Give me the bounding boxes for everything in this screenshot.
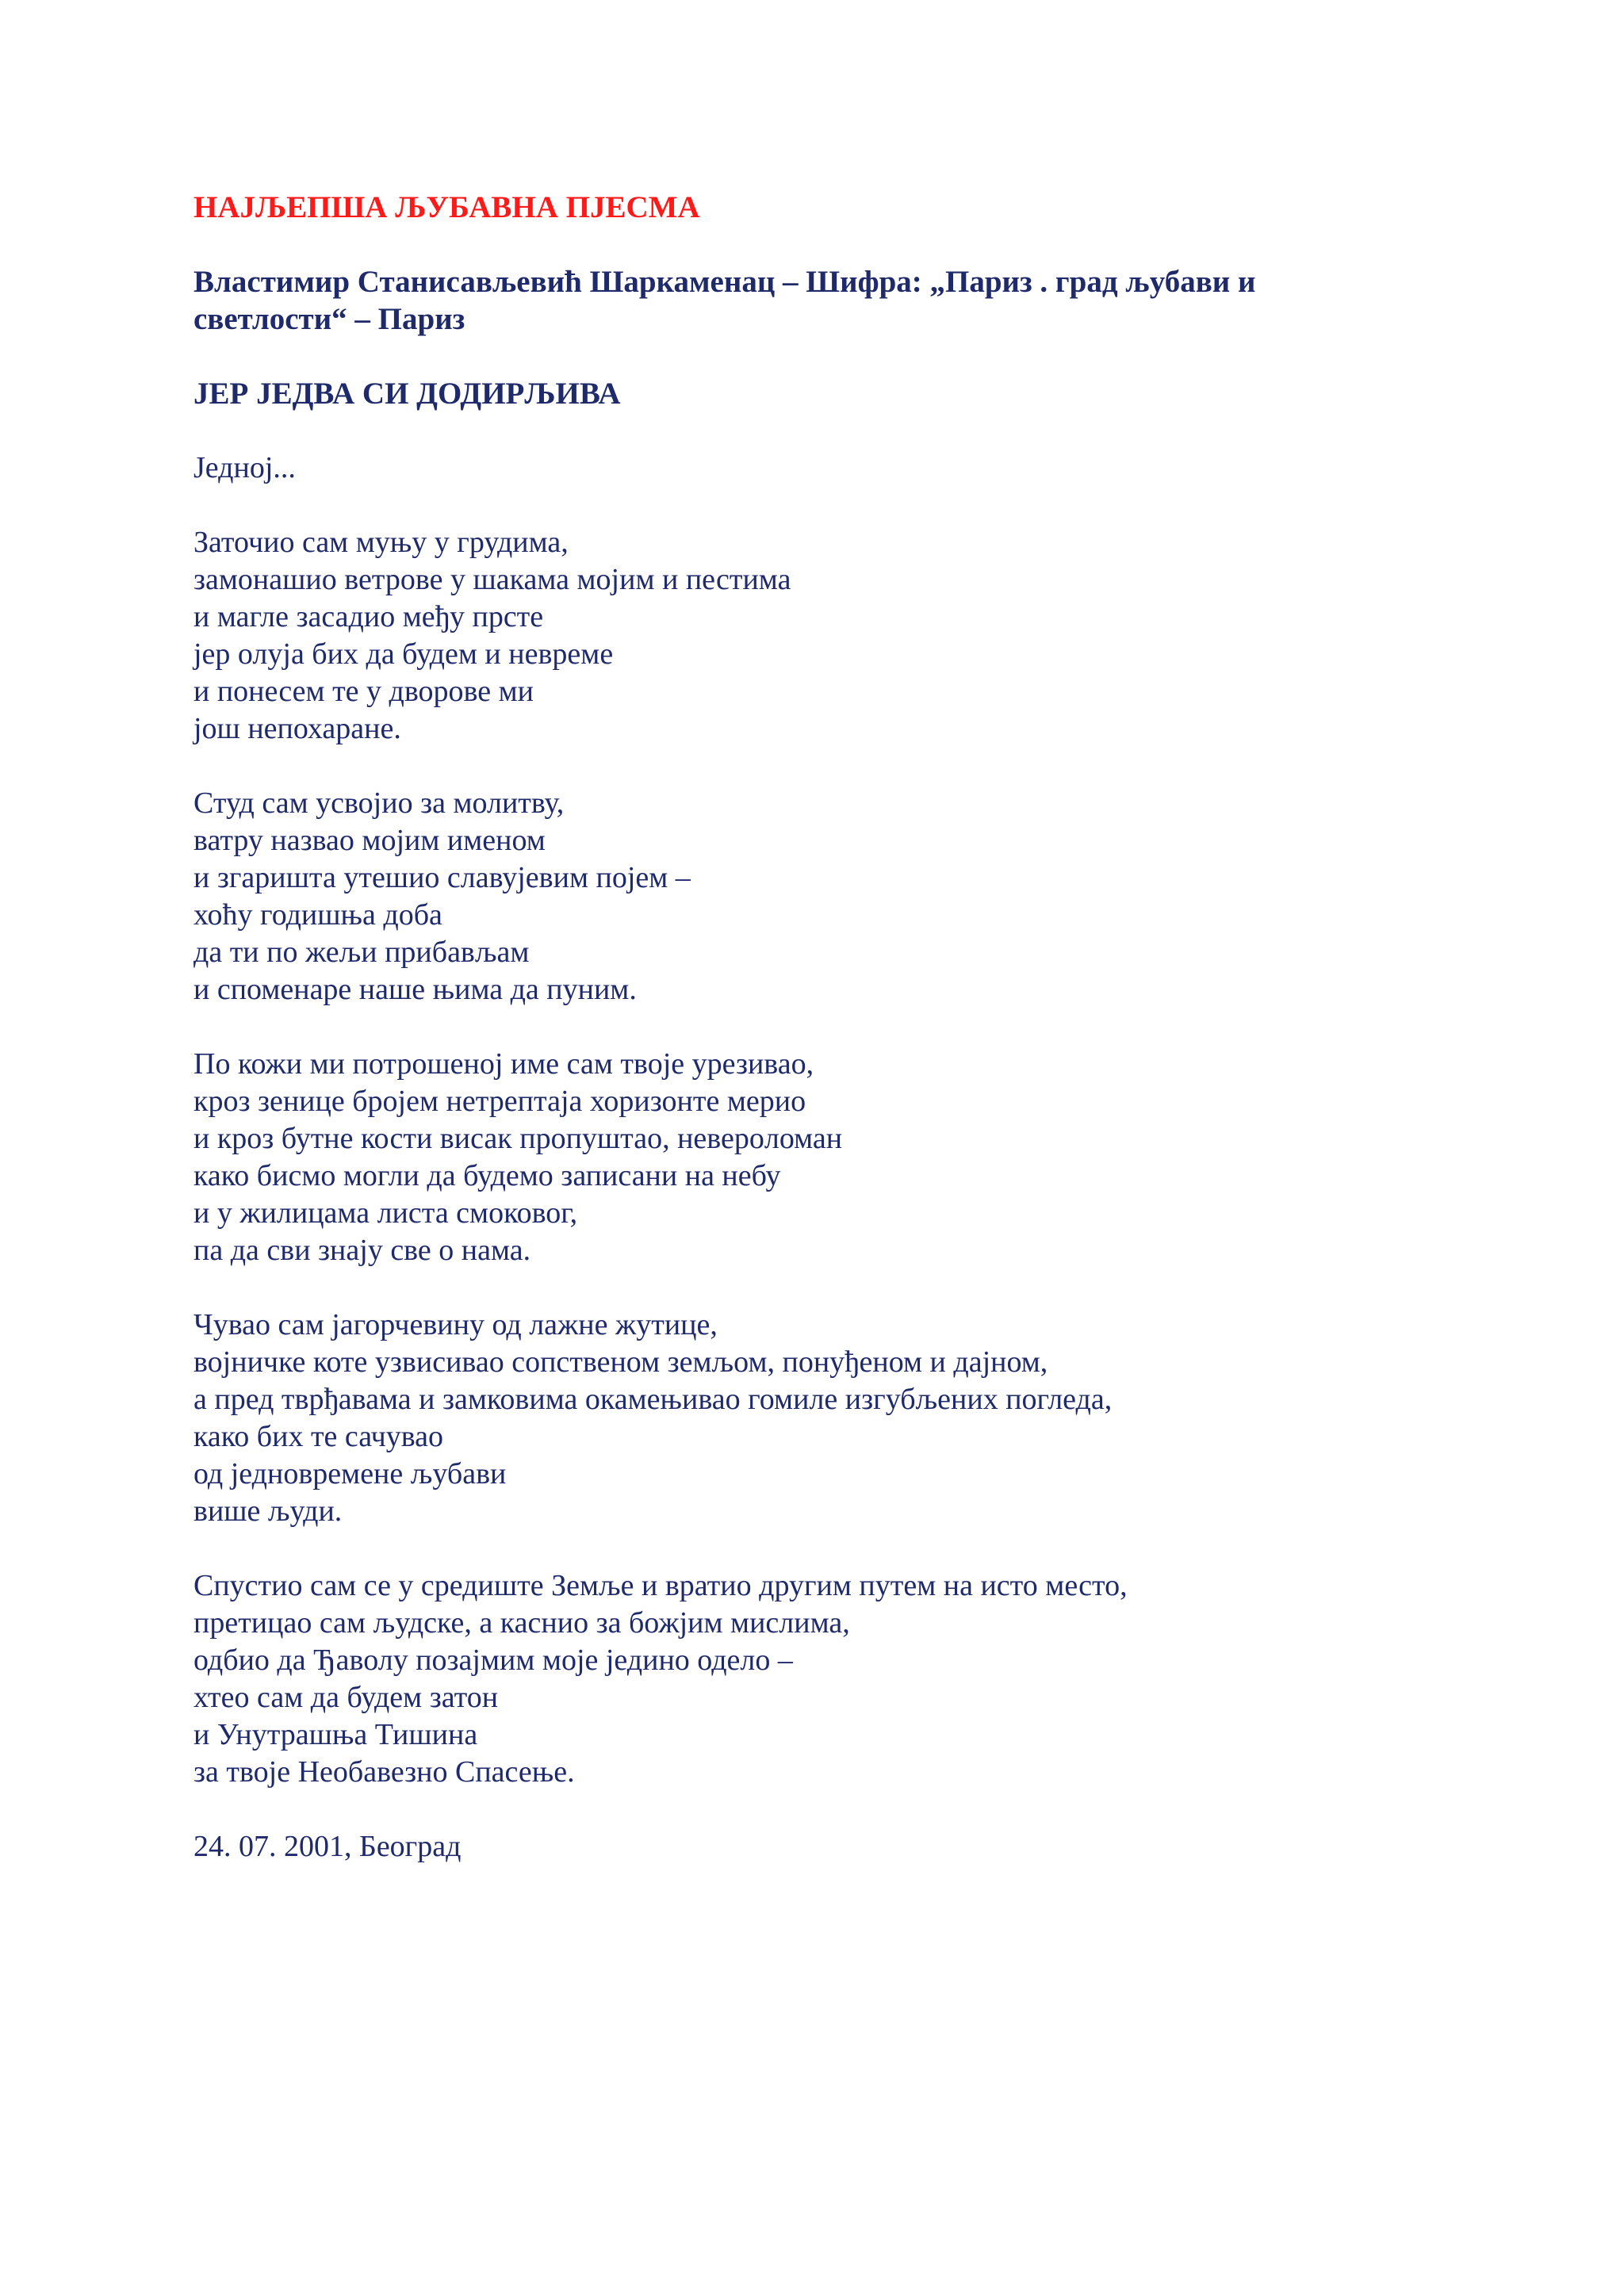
poem-line: и споменаре наше њима да пуним. [193,973,637,1006]
poem-line: и у жилицама листа смоковог, [193,1196,578,1230]
poem-line: ватру назвао мојим именом [193,824,546,857]
poem-line: како бисмо могли да будемо записани на небу [193,1159,781,1192]
poem-line: и магле засадио међу прсте [193,600,544,633]
stanza-2 [193,785,1462,1008]
poem-line: и понесем те у дворове ми [193,675,534,708]
poem-line: да ти по жељи прибављам [193,936,530,969]
stanza-1 [193,524,1462,748]
poem-title: ЈЕР ЈЕДВА СИ ДОДИРЉИВА [193,377,621,411]
date-place: 24. 07. 2001, Београд [193,1830,462,1863]
document-page [193,189,1462,1866]
poem-line: хтео сам да будем затон [193,1681,499,1714]
poem-line: и згаришта утешио славујевим појем – [193,861,691,894]
poem-line: и Унутрашња Тишина [193,1718,478,1751]
poem-line: више људи. [193,1494,343,1528]
poem-body [193,524,1462,1791]
poem-line: и кроз бутне кости висак пропуштао, неверoломан [193,1122,843,1155]
main-title: НАЈЉЕПША ЉУБАВНА ПЈЕСМА [193,190,700,224]
poem-line: јер олуја бих да будем и невреме [193,637,614,671]
poem-line: По кожи ми потрошеној име сам твоје урезивао, [193,1047,814,1081]
poem-line: одбио да Ђаволу позајмим моје једино одело – [193,1644,793,1677]
poem-line: још непохаране. [193,712,401,745]
stanza-4 [193,1307,1462,1530]
stanza-3 [193,1046,1462,1269]
poem-line: а пред тврђавама и замковима окамењивао гомиле изгубљених погледа, [193,1383,1113,1416]
author-line: Властимир Станисављевић Шаркаменац – Шифра: „Париз . град љубави и светлости“ – Париз [193,265,1256,336]
poem-line: Спустио сам се у средиште Земље и вратио другим путем на исто место, [193,1569,1128,1602]
poem-line: кроз зенице бројем нетрептаја хоризонте мерио [193,1085,806,1118]
dedication: Једној... [193,451,296,484]
poem-line: Заточио сам муњу у грудима, [193,526,569,559]
poem-line: од једновремене љубави [193,1457,507,1490]
poem-line: Студ сам усвојио за молитву, [193,786,565,820]
poem-line: Чувао сам јагорчевину од лажне жутице, [193,1308,718,1341]
poem-line: за твоје Необавезно Спасење. [193,1755,575,1789]
stanza-5 [193,1567,1462,1791]
poem-line: замонашио ветрове у шакама мојим и пестима [193,563,791,596]
poem-line: хоћу годишња доба [193,898,442,932]
poem-line: претицао сам људске, а каснио за божјим мислима, [193,1606,850,1640]
poem-line: војничке коте узвисивао сопственом земљом, понуђеном и дајном, [193,1345,1048,1379]
poem-line: па да сви знају све о нама. [193,1234,531,1267]
poem-line: како бих те сачувао [193,1420,444,1453]
